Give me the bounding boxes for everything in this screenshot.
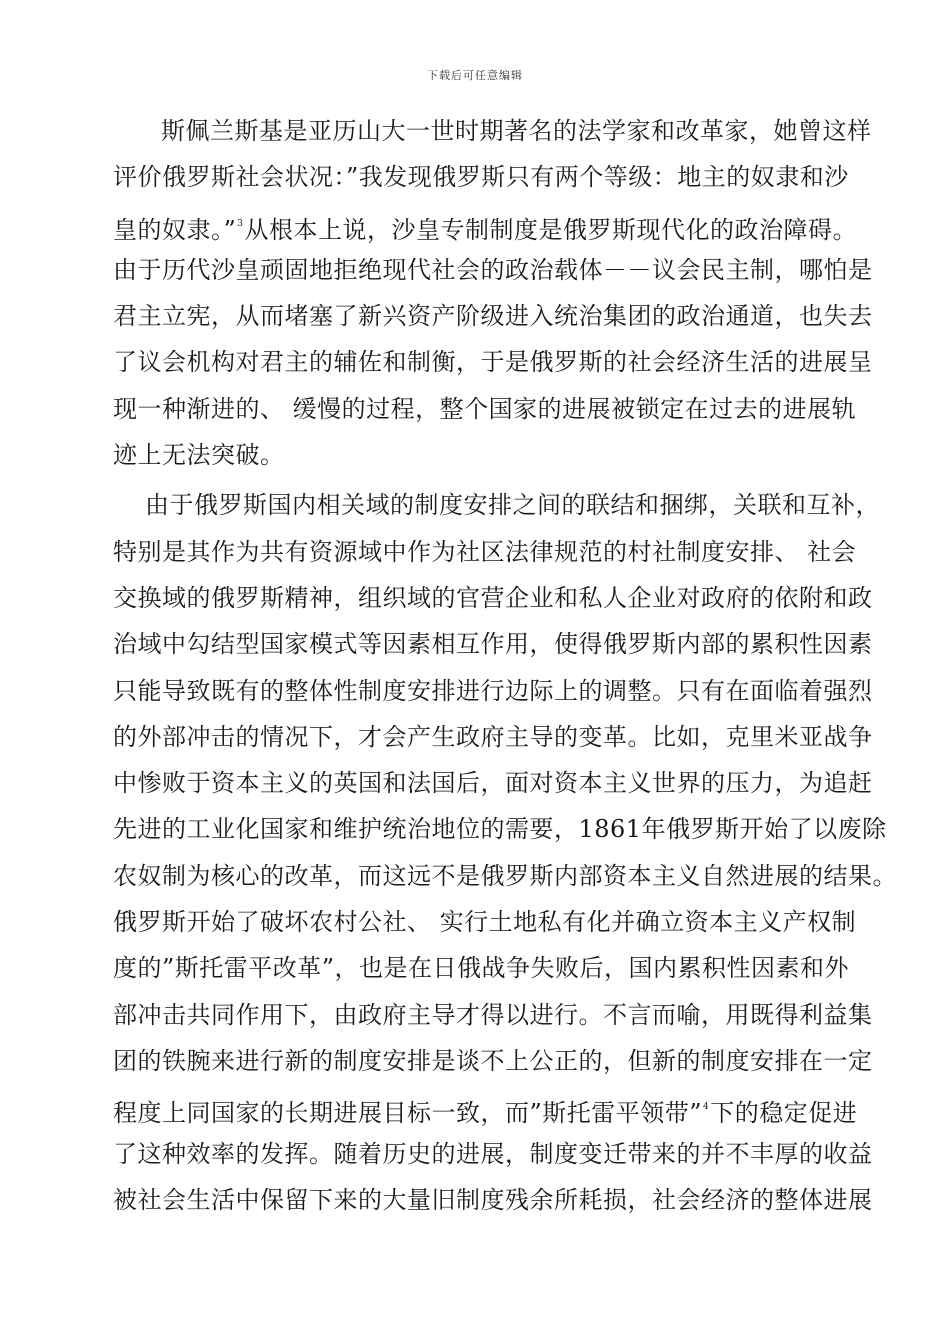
text-line: 被社会生活中保留下来的大量旧制度残余所耗损，社会经济的整体进展 (113, 1185, 873, 1214)
text-line: 度的”斯托雷平改革”，也是在日俄战争失败后，国内累积性因素和外 (113, 954, 850, 983)
paragraph-1 (113, 108, 873, 478)
text-line: 由于历代沙皇顽固地拒绝现代社会的政治载体－－议会民主制，哪怕是 (113, 255, 873, 284)
text-line: 评价俄罗斯社会状况：”我发现俄罗斯只有两个等级：地主的奴隶和沙 (113, 163, 849, 192)
text-line: 中惨败于资本主义的英国和法国后，面对资本主义世界的压力，为追赶 (113, 769, 873, 798)
text-line: 部冲击共同作用下，由政府主导才得以进行。不言而喻，用既得利益集 (113, 1000, 873, 1029)
text-segment: 程度上同国家的长期进展目标一致，而”斯托雷平领带” (113, 1099, 703, 1128)
text-line (113, 201, 858, 247)
footnote-marker: 4 (703, 1102, 710, 1113)
text-line: 君主立宪，从而堵塞了新兴资产阶级进入统治集团的政治通道，也失去 (113, 302, 873, 331)
text-line (113, 1084, 858, 1130)
text-line: 俄罗斯开始了破坏农村公社、 实行土地私有化并确立资本主义产权制 (113, 908, 857, 937)
text-line: 先进的工业化国家和维护统治地位的需要，1861年俄罗斯开始了以废除 (113, 815, 887, 844)
text-line: 了议会机构对君主的辅佐和制衡，于是俄罗斯的社会经济生活的进展呈 (113, 348, 873, 377)
text-line: 了这种效率的发挥。随着历史的进展，制度变迁带来的并不丰厚的收益 (113, 1139, 873, 1168)
text-line: 现一种渐进的、 缓慢的过程，整个国家的进展被锁定在过去的进展轨 (113, 394, 857, 423)
text-line: 的外部冲击的情况下，才会产生政府主导的变革。比如，克里米亚战争 (113, 722, 873, 751)
text-segment: 皇的奴隶。” (113, 215, 237, 244)
text-line: 只能导致既有的整体性制度安排进行边际上的调整。只有在面临着强烈 (113, 676, 873, 705)
text-line: 特别是其作为共有资源域中作为社区法律规范的村社制度安排、 社会 (113, 537, 857, 566)
text-segment: 下的稳定促进 (710, 1099, 858, 1128)
paragraph-2 (113, 482, 897, 1223)
text-line: 治域中勾结型国家模式等因素相互作用，使得俄罗斯内部的累积性因素 (113, 630, 873, 659)
text-segment: 从根本上说，沙皇专制制度是俄罗斯现代化的政治障碍。 (244, 215, 858, 244)
text-line: 交换域的俄罗斯精神，组织域的官营企业和私人企业对政府的依附和政 (113, 583, 873, 612)
text-line: 迹上无法突破。 (113, 441, 285, 470)
text-line: 由于俄罗斯国内相关域的制度安排之间的联结和捆绑，关联和互补， (145, 491, 880, 520)
text-line: 农奴制为核心的改革，而这远不是俄罗斯内部资本主义自然进展的结果。 (113, 861, 897, 890)
document-body (113, 108, 897, 1223)
footnote-marker: 3 (237, 218, 244, 229)
text-line: 斯佩兰斯基是亚历山大一世时期著名的法学家和改革家，她曾这样 (161, 117, 872, 145)
page-header: 下载后可任意编辑 (427, 69, 523, 82)
text-line: 团的铁腕来进行新的制度安排是谈不上公正的，但新的制度安排在一定 (113, 1046, 873, 1075)
